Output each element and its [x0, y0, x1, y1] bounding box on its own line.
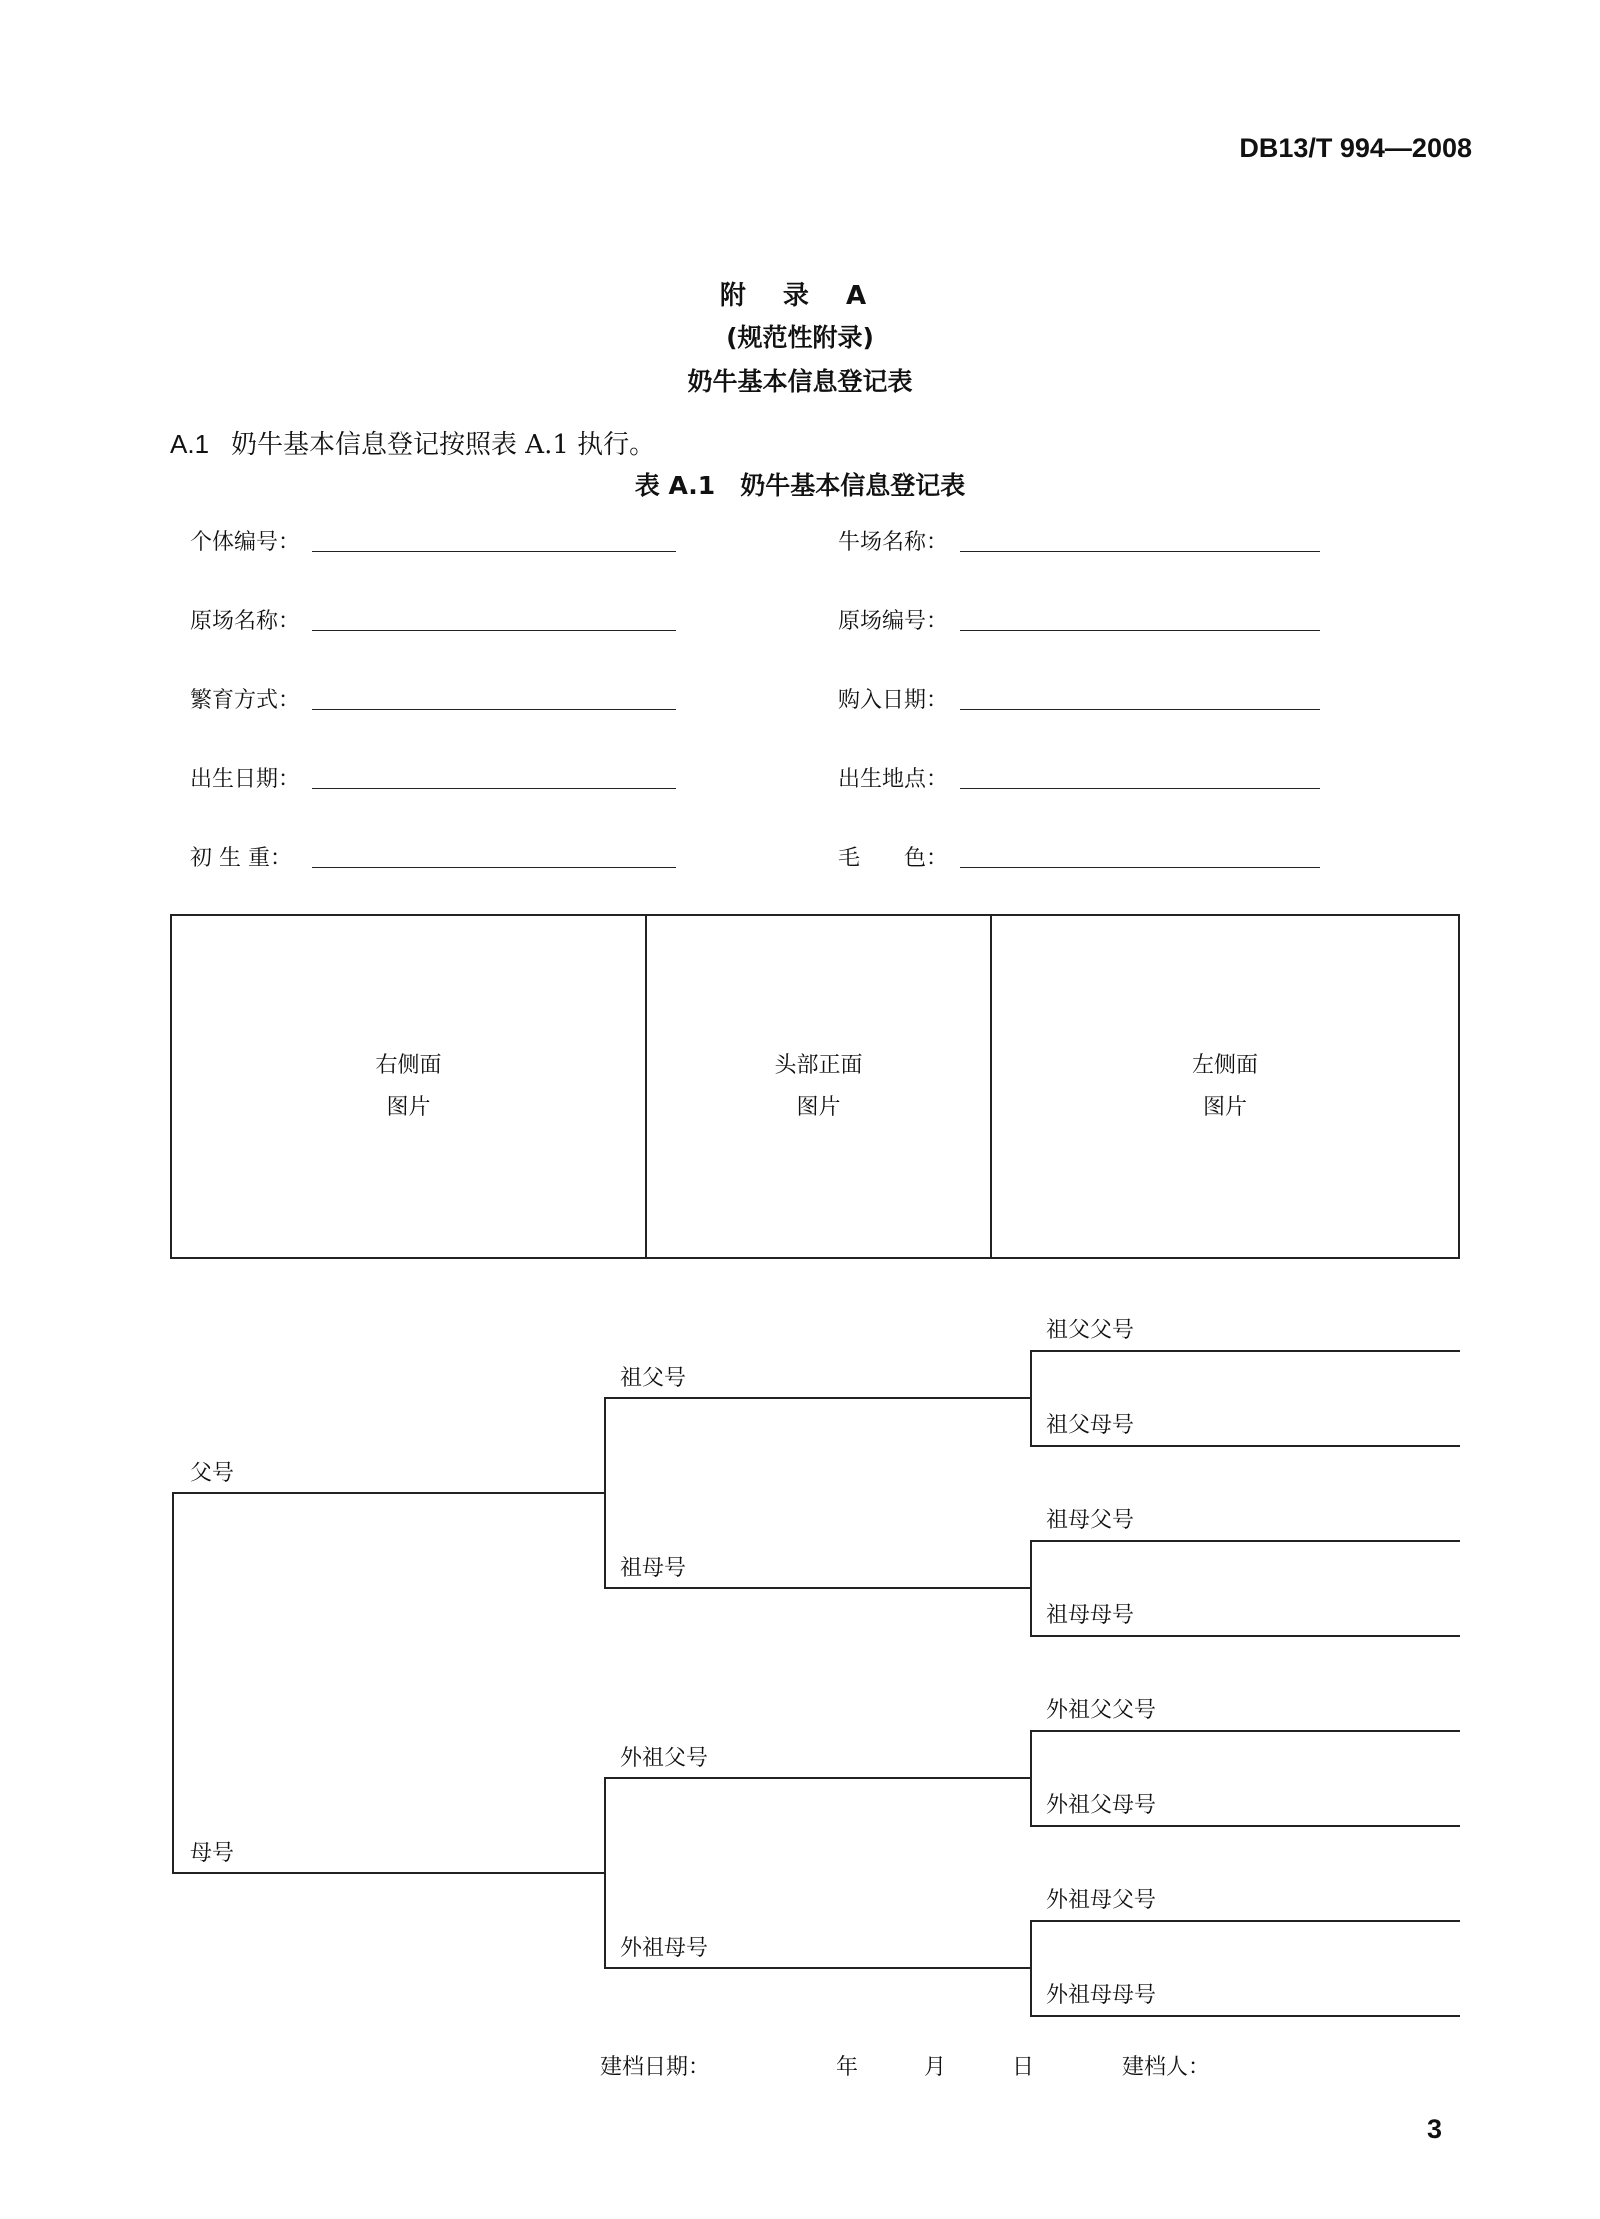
pedigree-connector-dam: [604, 1777, 606, 1969]
pedigree-gen3-label-2: 祖父母号: [1046, 1413, 1135, 1438]
field-label-origin-farm-name: 原场名称：: [190, 609, 301, 634]
photo-sub-left-side: 图片: [1202, 1094, 1247, 1120]
clause-number: A.1: [170, 429, 210, 459]
photo-title-left-side: 左侧面: [1191, 1052, 1258, 1078]
pedigree-line-gen2-2: [604, 1587, 1030, 1589]
photo-sub-right-side: 图片: [386, 1094, 431, 1120]
footer-month: 月: [924, 2055, 947, 2080]
pedigree-connector-gen3-c: [1030, 1730, 1032, 1827]
pedigree-gen3-label-3: 祖母父号: [1046, 1508, 1135, 1533]
field-line-individual-id[interactable]: [312, 551, 676, 552]
document-code: DB13/T 994—2008: [1239, 133, 1472, 163]
pedigree-connector-gen3-a: [1030, 1350, 1032, 1447]
pedigree-gen2-label-4: 外祖母号: [620, 1936, 709, 1961]
pedigree-gen2-label-3: 外祖父号: [620, 1746, 709, 1771]
field-label-breeding-method: 繁育方式：: [190, 688, 301, 713]
page-number: 3: [1426, 2114, 1442, 2144]
pedigree-line-gen3-7: [1030, 1920, 1460, 1922]
field-label-birth-date: 出生日期：: [190, 767, 301, 792]
pedigree-gen3-label-4: 祖母母号: [1046, 1603, 1135, 1628]
field-label-farm-name: 牛场名称：: [838, 530, 949, 555]
field-line-coat-color[interactable]: [960, 867, 1320, 868]
field-line-birth-date[interactable]: [312, 788, 676, 789]
field-label-birth-weight: 初 生 重：: [190, 846, 292, 871]
appendix-title: 附 录 A: [719, 281, 881, 311]
photo-cell-left-side[interactable]: [992, 916, 1458, 1257]
pedigree-line-gen3-6: [1030, 1825, 1460, 1827]
field-label-origin-farm-id: 原场编号：: [838, 609, 949, 634]
pedigree-sire-label: 父号: [190, 1461, 235, 1486]
pedigree-gen3-label-8: 外祖母母号: [1046, 1983, 1157, 2008]
footer-year: 年: [836, 2055, 859, 2080]
field-line-breeding-method[interactable]: [312, 709, 676, 710]
field-line-origin-farm-name[interactable]: [312, 630, 676, 631]
pedigree-line-dam: [172, 1872, 604, 1874]
field-label-coat-color: 毛 色：: [838, 846, 949, 871]
appendix-heading: 奶牛基本信息登记表: [687, 367, 913, 396]
field-label-purchase-date: 购入日期：: [838, 688, 949, 713]
field-label-individual-id: 个体编号：: [190, 530, 301, 555]
footer-day: 日: [1012, 2055, 1035, 2080]
pedigree-line-gen2-3: [604, 1777, 1030, 1779]
pedigree-line-gen3-8: [1030, 2015, 1460, 2017]
pedigree-line-gen3-2: [1030, 1445, 1460, 1447]
field-line-birth-weight[interactable]: [312, 867, 676, 868]
table-title: 表 A.1 奶牛基本信息登记表: [634, 471, 966, 500]
pedigree-line-gen2-4: [604, 1967, 1030, 1969]
pedigree-line-gen3-3: [1030, 1540, 1460, 1542]
clause-text: 奶牛基本信息登记按照表 A.1 执行。: [231, 430, 656, 460]
pedigree-dam-label: 母号: [190, 1841, 235, 1866]
pedigree-connector-gen3-b: [1030, 1540, 1032, 1637]
pedigree-gen3-label-1: 祖父父号: [1046, 1318, 1135, 1343]
field-line-origin-farm-id[interactable]: [960, 630, 1320, 631]
pedigree-gen3-label-7: 外祖母父号: [1046, 1888, 1157, 1913]
photo-table: [170, 914, 1460, 1259]
field-line-purchase-date[interactable]: [960, 709, 1320, 710]
pedigree-line-gen3-1: [1030, 1350, 1460, 1352]
footer-date-label: 建档日期：: [600, 2055, 711, 2080]
photo-title-right-side: 右侧面: [375, 1052, 442, 1078]
appendix-subtitle: (规范性附录): [726, 323, 874, 352]
field-line-farm-name[interactable]: [960, 551, 1320, 552]
pedigree-line-sire: [172, 1492, 604, 1494]
pedigree-line-gen3-5: [1030, 1730, 1460, 1732]
pedigree-line-gen2-1: [604, 1397, 1030, 1399]
pedigree-gen2-label-1: 祖父号: [620, 1366, 687, 1391]
clause-a1: [170, 424, 655, 461]
footer-registrar-label: 建档人：: [1122, 2055, 1211, 2080]
field-label-birth-place: 出生地点：: [838, 767, 949, 792]
photo-sub-head-front: 图片: [796, 1094, 841, 1120]
photo-title-head-front: 头部正面: [774, 1052, 863, 1078]
pedigree-gen3-label-5: 外祖父父号: [1046, 1698, 1157, 1723]
photo-cell-right-side[interactable]: [172, 916, 647, 1257]
pedigree-connector-sire: [604, 1397, 606, 1589]
field-line-birth-place[interactable]: [960, 788, 1320, 789]
pedigree-line-gen3-4: [1030, 1635, 1460, 1637]
pedigree-connector-root: [172, 1492, 174, 1874]
pedigree-gen3-label-6: 外祖父母号: [1046, 1793, 1157, 1818]
photo-cell-head-front[interactable]: [647, 916, 992, 1257]
pedigree-gen2-label-2: 祖母号: [620, 1556, 687, 1581]
pedigree-connector-gen3-d: [1030, 1920, 1032, 2017]
